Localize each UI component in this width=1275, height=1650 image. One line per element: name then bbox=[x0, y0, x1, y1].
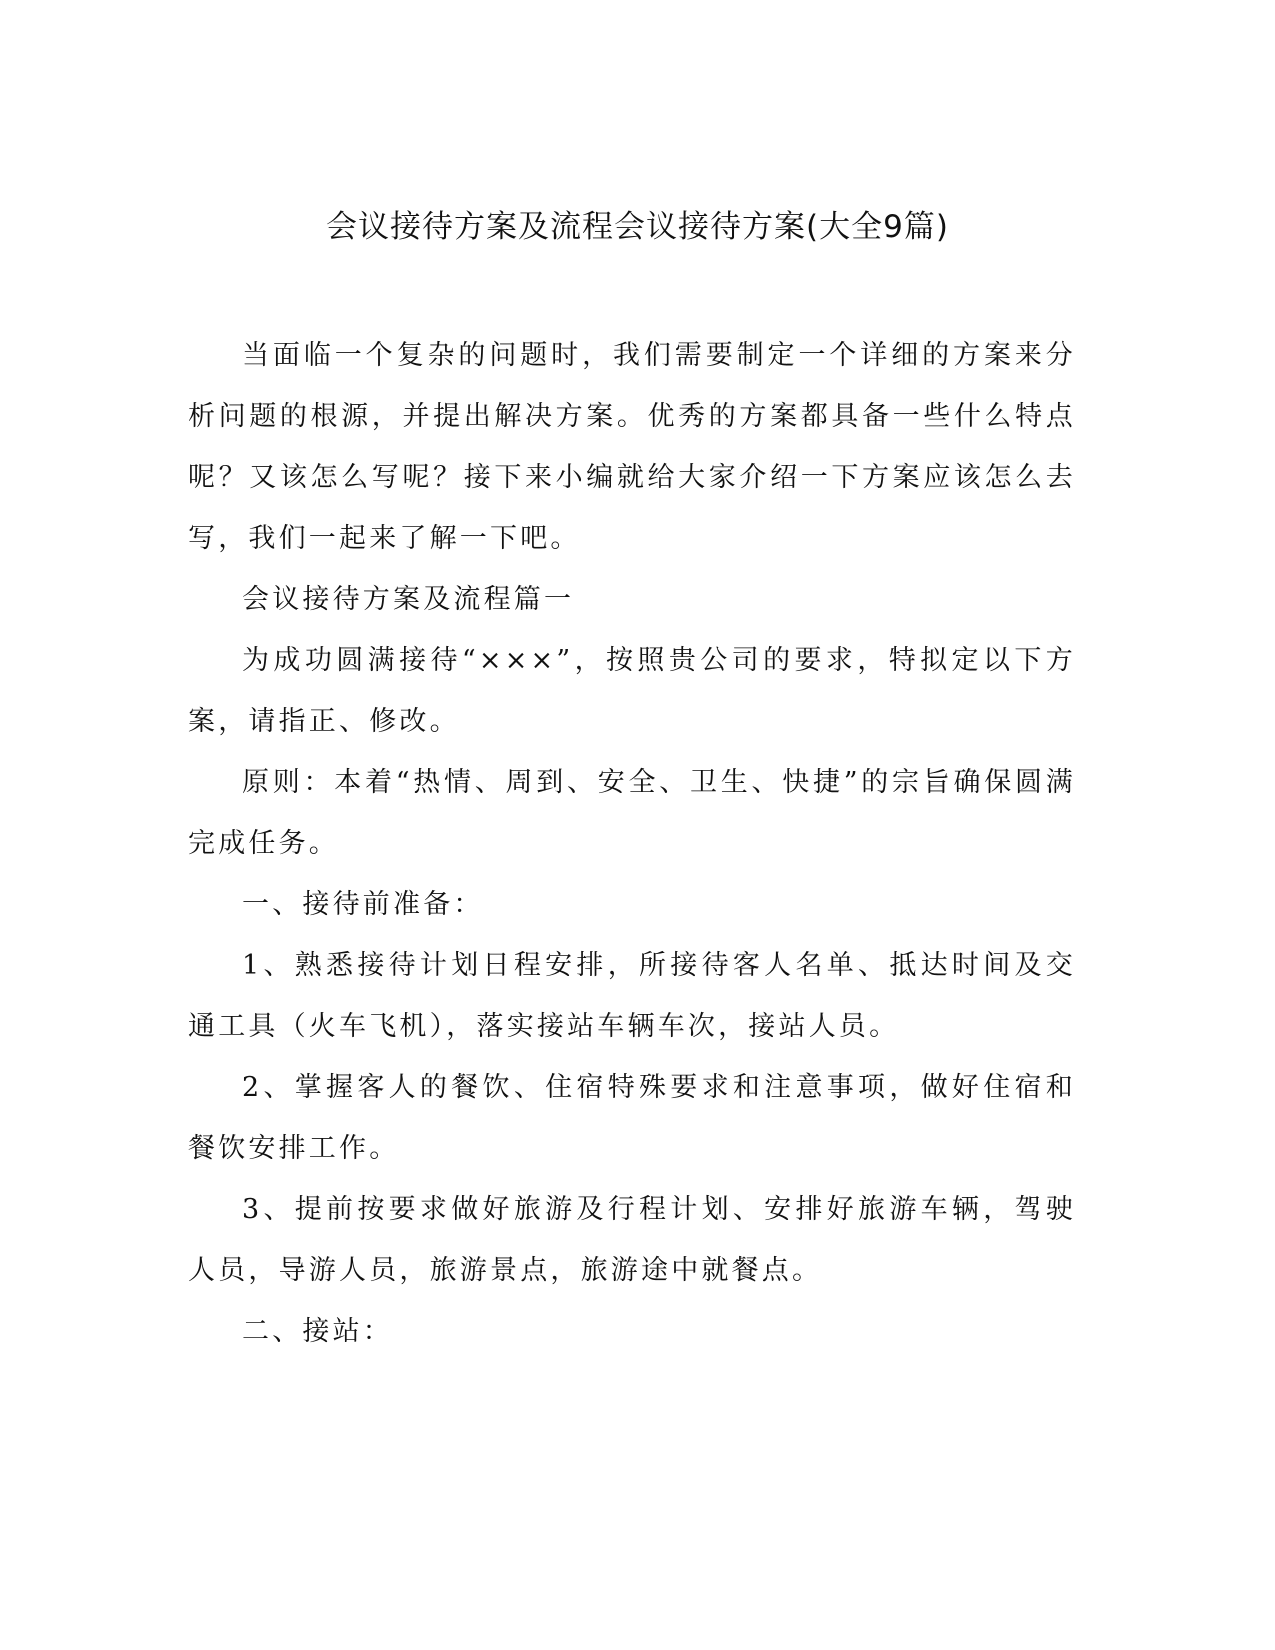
section-heading-part-one: 会议接待方案及流程篇一 bbox=[242, 584, 575, 615]
document-title: 会议接待方案及流程会议接待方案(大全9篇) bbox=[326, 209, 949, 245]
list-item-1: 1、熟悉接待计划日程安排，所接待客人名单、抵达时间及交通工具（火车飞机），落实接站车辆车次，接站人员。 bbox=[188, 950, 1076, 1042]
paragraph-principle: 原则：本着“热情、周到、安全、卫生、快捷”的宗旨确保圆满完成任务。 bbox=[188, 767, 1076, 859]
list-item-3: 3、提前按要求做好旅游及行程计划、安排好旅游车辆，驾驶人员，导游人员，旅游景点，旅游途中就餐点。 bbox=[188, 1194, 1076, 1286]
paragraph-intro: 当面临一个复杂的问题时，我们需要制定一个详细的方案来分析问题的根源，并提出解决方案。优秀的方案都具备一些什么特点呢？又该怎么写呢？接下来小编就给大家介绍一下方案应该怎么去写，我们一起来了解一下吧。 bbox=[188, 340, 1076, 554]
list-item-2: 2、掌握客人的餐饮、住宿特殊要求和注意事项，做好住宿和餐饮安排工作。 bbox=[188, 1072, 1076, 1164]
section-heading-pickup: 二、接站： bbox=[242, 1316, 393, 1347]
document-body bbox=[188, 325, 1076, 1362]
paragraph-purpose: 为成功圆满接待“×××”，按照贵公司的要求，特拟定以下方案，请指正、修改。 bbox=[188, 645, 1076, 737]
section-heading-preparation: 一、接待前准备： bbox=[242, 889, 484, 920]
